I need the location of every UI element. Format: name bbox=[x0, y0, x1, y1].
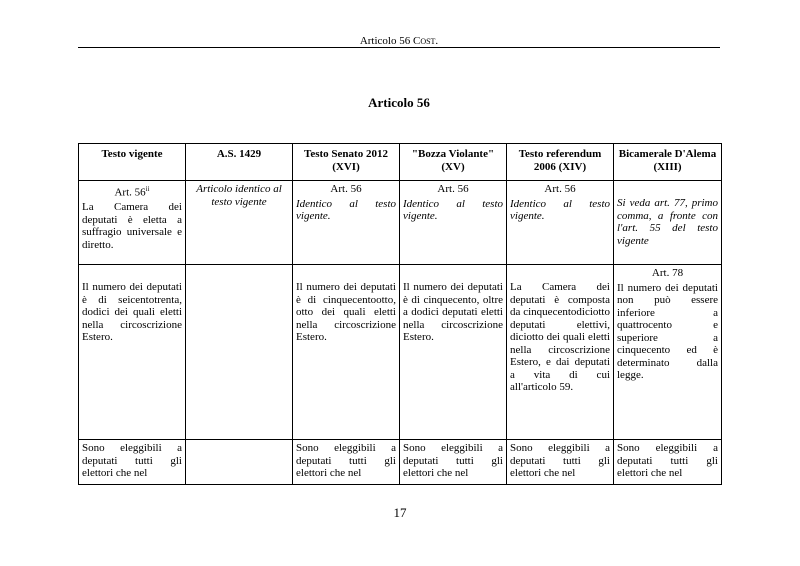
cell-text: Sono eleggibili a deputati tutti gli elettori che nel bbox=[296, 442, 396, 479]
cell-text: La Camera dei deputati è eletta a suffragio universale e diretto. bbox=[82, 201, 182, 251]
spacer bbox=[82, 267, 182, 281]
comparison-table bbox=[78, 143, 722, 485]
article-ref: Art. 78 bbox=[651, 267, 684, 279]
col-header-testo-referendum-2006: Testo referendum 2006 (XIV) bbox=[507, 144, 614, 181]
spacer bbox=[617, 183, 718, 197]
cell-text: Identico al testo vigente. bbox=[403, 197, 503, 222]
cell-r3-c5 bbox=[507, 440, 614, 485]
table-row bbox=[79, 440, 722, 485]
table-row bbox=[79, 181, 722, 265]
cell-text: Sono eleggibili a deputati tutti gli elettori che nel bbox=[617, 442, 718, 479]
running-header-title: Articolo 56 bbox=[359, 35, 411, 47]
article-ref: Art. 56 bbox=[330, 183, 362, 195]
running-header bbox=[78, 35, 720, 47]
cell-r3-c6 bbox=[614, 440, 722, 485]
table-header-row bbox=[79, 144, 722, 181]
cell-r2-c3 bbox=[293, 265, 400, 440]
running-header-abbrev: Cost. bbox=[412, 35, 439, 47]
cell-r2-c2 bbox=[186, 265, 293, 440]
cell-r3-c2 bbox=[186, 440, 293, 485]
article-ref: Art. 56 bbox=[437, 183, 469, 195]
col-header-as-1429: A.S. 1429 bbox=[186, 144, 293, 181]
article-ref: Art. 56 bbox=[544, 183, 576, 195]
cell-r1-c6 bbox=[614, 181, 722, 265]
cell-text: La Camera dei deputati è composta da cinquecentodiciotto deputati elettivi, diciotto dei quali eletti nella circoscrizione Estero, e dai deputati a vita di cui all'articolo 59. bbox=[510, 281, 610, 393]
col-header-bozza-violante: "Bozza Violante" (XV) bbox=[400, 144, 507, 181]
col-header-testo-senato-2012: Testo Senato 2012 (XVI) bbox=[293, 144, 400, 181]
cell-text: Identico al testo vigente. bbox=[296, 197, 396, 222]
col-header-bicamerale-dalema: Bicamerale D'Alema (XIII) bbox=[614, 144, 722, 181]
cell-r3-c1 bbox=[79, 440, 186, 485]
cell-text: Identico al testo vigente. bbox=[510, 197, 610, 222]
spacer bbox=[296, 267, 396, 281]
cell-r1-c3 bbox=[293, 181, 400, 265]
cell-text: Sono eleggibili a deputati tutti gli elettori che nel bbox=[403, 442, 503, 479]
cell-r3-c4 bbox=[400, 440, 507, 485]
cell-text: Articolo identico al testo vigente bbox=[196, 183, 282, 208]
cell-r1-c4 bbox=[400, 181, 507, 265]
article-ref-text: Art. 56 bbox=[114, 186, 146, 199]
cell-r1-c5 bbox=[507, 181, 614, 265]
cell-r2-c4 bbox=[400, 265, 507, 440]
cell-r2-c5 bbox=[507, 265, 614, 440]
cell-r1-c1 bbox=[79, 181, 186, 265]
footnote-marker: ii bbox=[145, 185, 150, 193]
article-title: Articolo 56 bbox=[368, 95, 430, 110]
cell-r1-c2 bbox=[186, 181, 293, 265]
cell-text: Sono eleggibili a deputati tutti gli elettori che nel bbox=[82, 442, 182, 479]
table-row bbox=[79, 265, 722, 440]
spacer bbox=[510, 267, 610, 281]
cell-text: Il numero dei deputati è di cinquecentootto, otto dei quali eletti nella circoscrizione Estero. bbox=[296, 281, 396, 343]
cell-text: Il numero dei deputati è di cinquecento, oltre a dodici deputati eletti nella circoscrizione Estero. bbox=[403, 281, 503, 343]
cell-text: Il numero dei deputati non può essere inferiore a quattrocento e superiore a cinquecento ed è determinato dalla legge. bbox=[617, 281, 718, 381]
cell-r3-c3 bbox=[293, 440, 400, 485]
cell-r2-c1 bbox=[79, 265, 186, 440]
spacer bbox=[403, 267, 503, 281]
cell-r2-c6 bbox=[614, 265, 722, 440]
col-header-testo-vigente: Testo vigente bbox=[79, 144, 186, 181]
cell-text: Il numero dei deputati è di seicentotrenta, dodici dei quali eletti nella circoscrizione Estero. bbox=[82, 281, 182, 343]
page-number: 17 bbox=[393, 505, 407, 520]
article-ref bbox=[82, 183, 182, 199]
cell-text: Si veda art. 77, primo comma, a fronte con l'art. 55 del testo vigente bbox=[617, 197, 718, 247]
cell-text: Sono eleggibili a deputati tutti gli elettori che nel bbox=[510, 442, 610, 479]
header-rule bbox=[78, 47, 720, 48]
